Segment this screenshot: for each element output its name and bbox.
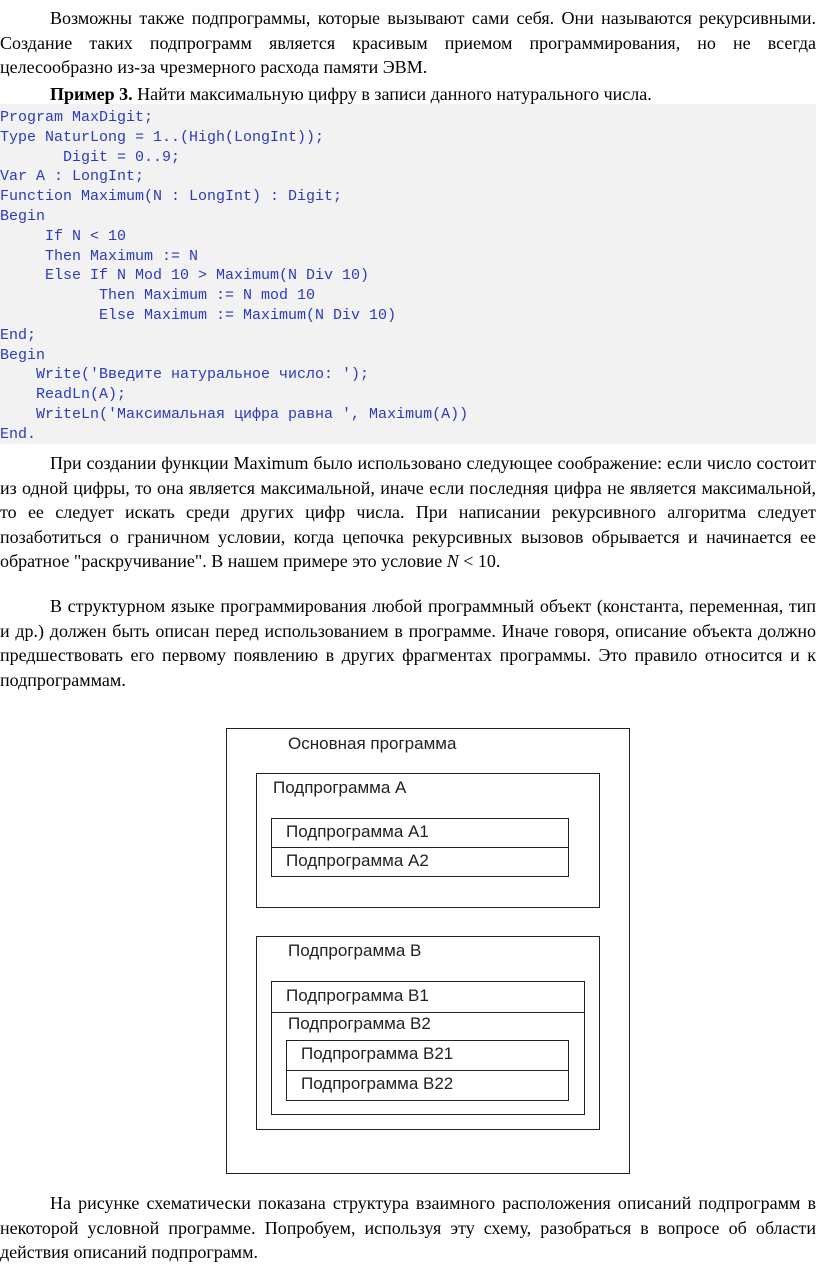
closing-paragraph: На рисунке схематически показана структура взаимного расположения описаний подпрограмм в некоторой условной программе. Попробуем, используя эту схему, разобраться в вопросе об области действия описаний подпрограмм. <box>0 1193 816 1263</box>
code-line: Else Maximum := Maximum(N Div 10) <box>0 306 397 324</box>
code-line: End. <box>0 425 37 443</box>
code-line: ReadLn(A); <box>0 386 127 404</box>
subprogram-b22-row: Подпрограмма B22 <box>286 1070 569 1101</box>
code-line: Function Maximum(N : LongInt) : Digit; <box>0 188 343 206</box>
code-line: If N < 10 <box>0 227 127 245</box>
subprogram-b-label: Подпрограмма B <box>288 941 422 960</box>
code-line: Begin <box>0 207 46 225</box>
intro-paragraph: Возможны также подпрограммы, которые вызывают сами себя. Они называются рекурсивными. Создание таких подпрограмм является красивым приемом программирования, но не всегда целесообразно из-за чрезмерного расхода памяти ЭВМ. <box>0 8 816 78</box>
code-line: Else If N Mod 10 > Maximum(N Div 10) <box>0 267 370 285</box>
code-listing <box>0 104 816 444</box>
main-program-label: Основная программа <box>288 734 457 753</box>
subprogram-b1-row: Подпрограмма B1 <box>271 981 585 1013</box>
code-line: Then Maximum := N mod 10 <box>0 287 316 305</box>
subprogram-b2-label: Подпрограмма B2 <box>288 1014 431 1033</box>
condition-text: < 10. <box>458 551 501 572</box>
structure-paragraph: В структурном языке программирования любой программный объект (константа, переменная, тип и др.) должен быть описан перед использованием в программе. Иначе говоря, описание объекта должно предшествовать его первому появлению в других фрагментах программы. Это правило относится и к подпрограммам. <box>0 596 816 690</box>
code-line: Then Maximum := N <box>0 247 199 265</box>
code-line: WriteLn('Максимальная цифра равна ', Maximum(A)) <box>0 405 469 423</box>
subprogram-a-label: Подпрограмма A <box>273 778 407 797</box>
example-text: Найти максимальную цифру в записи данного натурального числа. <box>132 84 652 104</box>
code-line: Begin <box>0 346 46 364</box>
subprogram-b21-row: Подпрограмма B21 <box>286 1040 569 1071</box>
code-line: End; <box>0 326 37 344</box>
code-line: Digit = 0..9; <box>0 148 181 166</box>
code-line: Program MaxDigit; <box>0 109 154 126</box>
subprogram-a1-row: Подпрограмма A1 <box>271 818 569 848</box>
code-line: Write('Введите натуральное число: '); <box>0 366 370 384</box>
example-label: Пример 3. <box>50 84 133 104</box>
explanation-text: При создании функции Maximum было использовано следующее соображение: если число состоит из одной цифры, то она является максимальной, иначе если последняя цифра не является максимальной, то ее следует искать среди других цифр числа. При написании рекурсивного алгоритма следует позаботиться о граничном условии, когда цепочка рекурсивных вызовов обрывается и начинается ее обратное "раскручивание". В нашем примере это условие <box>0 453 816 572</box>
subprogram-a2-row: Подпрограмма A2 <box>271 847 569 877</box>
explanation-paragraph <box>0 451 816 574</box>
code-line: Var A : LongInt; <box>0 168 145 186</box>
example-heading <box>50 82 652 106</box>
condition-variable: N <box>446 551 459 572</box>
code-line: Type NaturLong = 1..(High(LongInt)); <box>0 128 325 146</box>
